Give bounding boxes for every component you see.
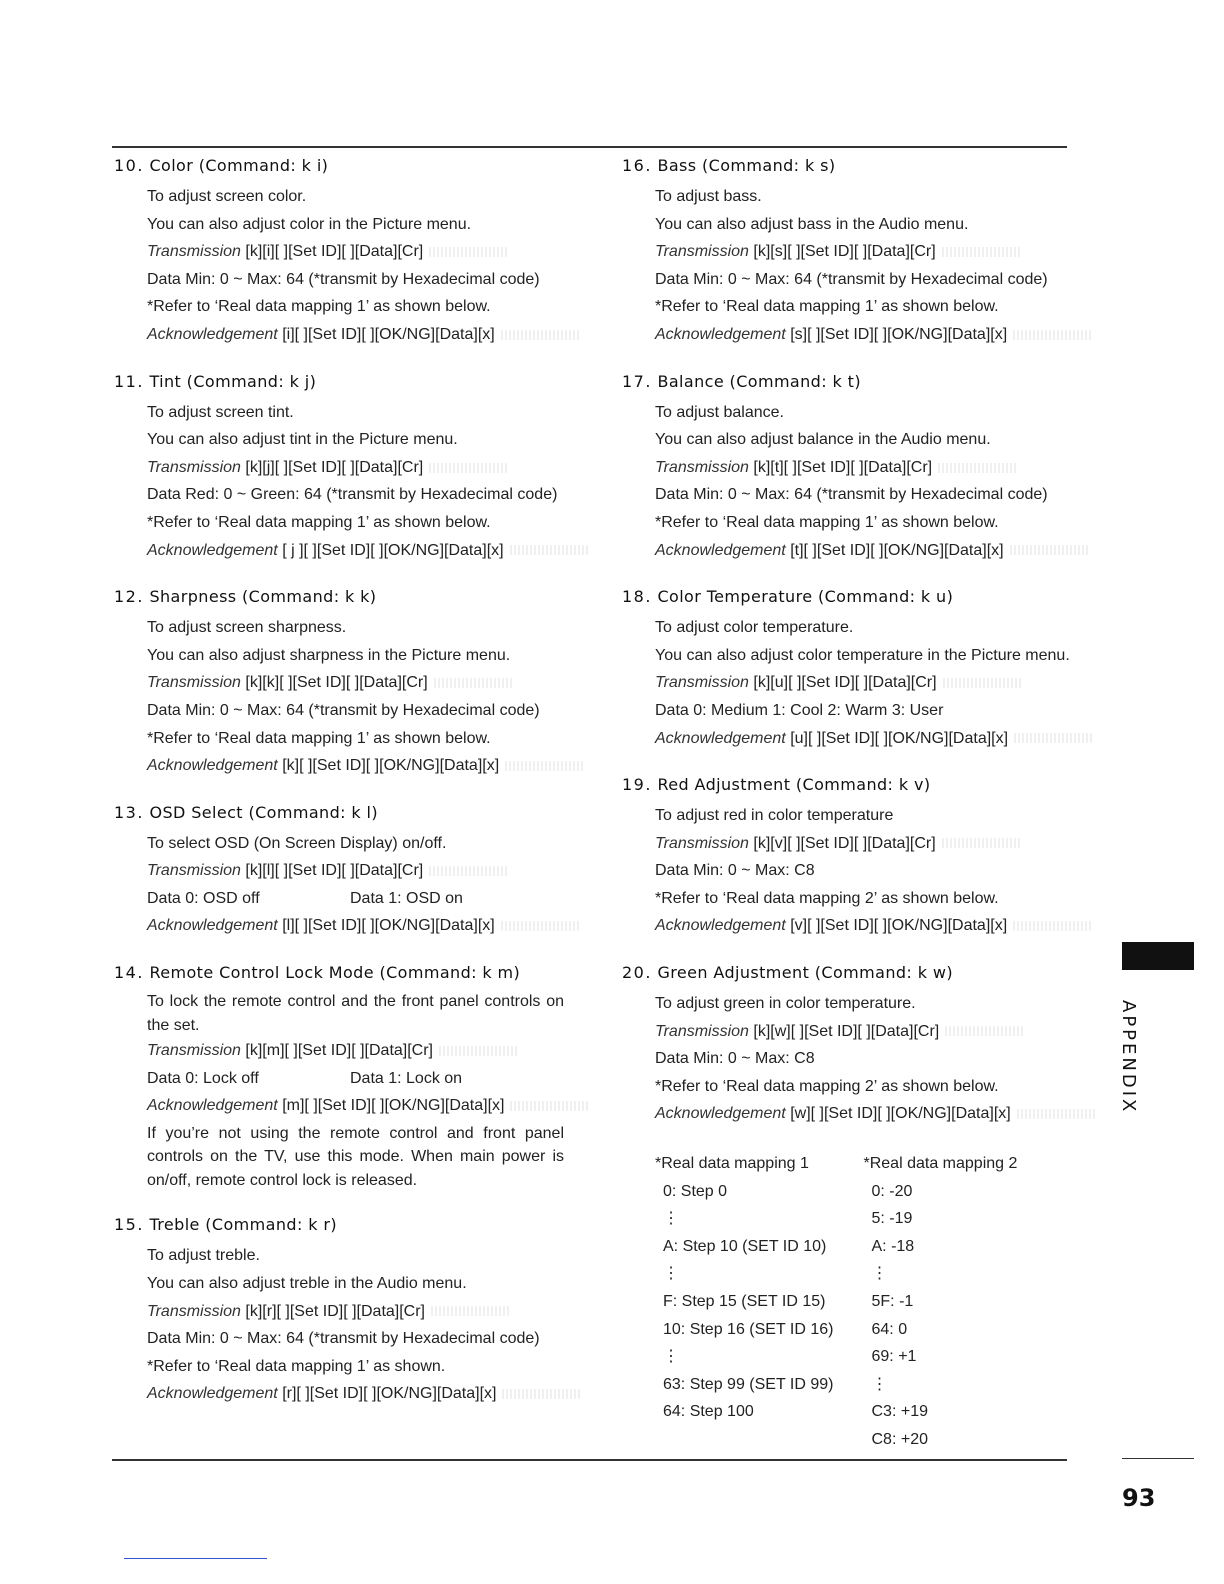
section-heading	[114, 802, 564, 824]
data-range-line: Data Min: 0 ~ Max: 64 (*transmit by Hexadecimal code)	[655, 270, 1048, 288]
acknowledgement-code: [l][ ][Set ID][ ][OK/NG][Data][x]	[282, 917, 495, 935]
description-line: You can also adjust treble in the Audio menu.	[147, 1274, 467, 1292]
section-heading	[622, 586, 1072, 608]
mapping-1-row: A: Step 10 (SET ID 10)	[663, 1237, 827, 1255]
acknowledgement-code: [s][ ][Set ID][ ][OK/NG][Data][x]	[790, 325, 1008, 343]
right-column	[622, 155, 1072, 1454]
description-line: To adjust balance.	[655, 403, 784, 421]
usage-note: If you’re not using the remote control and front panel controls on the TV, use this mode. When main power is on/off, remote control lock is released.	[147, 1124, 564, 1189]
right-sections	[622, 155, 1072, 1128]
section-body	[622, 614, 1072, 752]
acknowledgement-line	[655, 912, 1072, 940]
mapping-1-row: 63: Step 99 (SET ID 99)	[663, 1375, 834, 1393]
section-heading	[622, 371, 1072, 393]
command-section	[622, 774, 1072, 940]
mapping-1-row: ⋮	[663, 1265, 679, 1283]
transmission-code: [k][l][ ][Set ID][ ][Data][Cr]	[245, 862, 424, 880]
mapping-2-row: ⋮	[871, 1265, 888, 1283]
description-line: To adjust treble.	[147, 1247, 260, 1265]
section-title: Bass (Command: k s)	[657, 156, 836, 175]
data-range-line: Data Red: 0 ~ Green: 64 (*transmit by Hexadecimal code)	[147, 486, 558, 504]
transmission-line	[147, 857, 564, 885]
footer-link-underline	[124, 1558, 267, 1559]
faint-dotted-trail	[501, 921, 581, 931]
data-range-line: *Refer to ‘Real data mapping 2’ as shown below.	[655, 1077, 999, 1095]
data-range-line: Data Min: 0 ~ Max: C8	[655, 862, 815, 880]
description-line: To lock the remote control and the front panel controls on the set.	[147, 993, 564, 1034]
section-number: 20.	[622, 963, 652, 983]
section-number: 12.	[114, 587, 144, 607]
transmission-line	[147, 454, 564, 482]
transmission-code: [k][v][ ][Set ID][ ][Data][Cr]	[753, 834, 936, 852]
description-line: To adjust green in color temperature.	[655, 995, 916, 1013]
data-range-line: *Refer to ‘Real data mapping 1’ as shown.	[147, 1357, 446, 1375]
mapping-1-row: ⋮	[663, 1348, 679, 1366]
mapping-2-row: C8: +20	[871, 1430, 928, 1448]
section-heading	[114, 155, 564, 177]
command-section	[114, 802, 564, 940]
section-heading	[114, 962, 564, 984]
acknowledgement-keyword: Acknowledgement	[147, 917, 278, 935]
acknowledgement-keyword: Acknowledgement	[655, 729, 786, 747]
command-section	[114, 371, 564, 565]
transmission-keyword: Transmission	[655, 243, 749, 261]
data-range-line: Data Min: 0 ~ Max: 64 (*transmit by Hexadecimal code)	[147, 701, 540, 719]
data-range-line: *Refer to ‘Real data mapping 1’ as shown below.	[655, 513, 999, 531]
faint-dotted-trail	[429, 866, 509, 876]
transmission-keyword: Transmission	[147, 674, 241, 692]
faint-dotted-trail	[429, 463, 509, 473]
section-body	[114, 1242, 564, 1408]
faint-dotted-trail	[942, 247, 1022, 257]
acknowledgement-keyword: Acknowledgement	[147, 541, 278, 559]
transmission-code: [k][r][ ][Set ID][ ][Data][Cr]	[245, 1302, 425, 1320]
acknowledgement-line	[655, 321, 1072, 349]
acknowledgement-line	[147, 912, 564, 940]
description-line: You can also adjust balance in the Audio menu.	[655, 431, 991, 449]
section-body	[622, 399, 1072, 565]
transmission-code: [k][s][ ][Set ID][ ][Data][Cr]	[753, 243, 936, 261]
faint-dotted-trail	[510, 1101, 590, 1111]
top-rule	[112, 146, 1067, 148]
mapping-2-row: 0: -20	[871, 1182, 913, 1200]
data-range-line: Data Min: 0 ~ Max: 64 (*transmit by Hexadecimal code)	[655, 486, 1048, 504]
acknowledgement-code: [v][ ][Set ID][ ][OK/NG][Data][x]	[790, 917, 1008, 935]
section-title: Tint (Command: k j)	[149, 371, 317, 391]
section-number: 19.	[622, 775, 652, 795]
section-body	[622, 802, 1072, 940]
data-range-line: Data 0: Medium 1: Cool 2: Warm 3: User	[655, 701, 944, 719]
transmission-code: [k][m][ ][Set ID][ ][Data][Cr]	[245, 1042, 433, 1060]
mapping-1-row: ⋮	[663, 1210, 679, 1228]
acknowledgement-keyword: Acknowledgement	[147, 1097, 278, 1115]
acknowledgement-keyword: Acknowledgement	[655, 917, 786, 935]
section-heading	[114, 1214, 564, 1236]
acknowledgement-keyword: Acknowledgement	[655, 325, 786, 343]
acknowledgement-line	[655, 725, 1072, 753]
description-line: To select OSD (On Screen Display) on/off.	[147, 834, 447, 852]
section-title: Red Adjustment (Command: k v)	[657, 775, 931, 795]
page-number-rule	[1122, 1458, 1194, 1459]
description-line: You can also adjust tint in the Picture menu.	[147, 431, 458, 449]
mapping-1-row: F: Step 15 (SET ID 15)	[663, 1293, 826, 1310]
data-value-0: Data 0: Lock off	[147, 1069, 259, 1087]
acknowledgement-line	[147, 752, 564, 780]
section-heading	[114, 371, 564, 393]
section-number: 11.	[114, 371, 144, 391]
section-number: 14.	[114, 963, 144, 983]
faint-dotted-trail	[1017, 1109, 1097, 1119]
data-range-line: *Refer to ‘Real data mapping 1’ as shown below.	[147, 298, 491, 316]
faint-dotted-trail	[1013, 921, 1093, 931]
section-body	[114, 399, 564, 565]
transmission-line	[655, 238, 1072, 266]
transmission-keyword: Transmission	[147, 243, 241, 261]
faint-dotted-trail	[505, 761, 585, 771]
command-section	[622, 586, 1072, 752]
transmission-keyword: Transmission	[147, 458, 241, 476]
faint-dotted-trail	[942, 838, 1022, 848]
acknowledgement-keyword: Acknowledgement	[655, 541, 786, 559]
acknowledgement-code: [r][ ][Set ID][ ][OK/NG][Data][x]	[282, 1385, 497, 1403]
faint-dotted-trail	[510, 545, 590, 555]
mapping-2-title: *Real data mapping 2	[863, 1155, 1018, 1173]
section-body	[622, 990, 1072, 1128]
transmission-keyword: Transmission	[655, 458, 749, 476]
acknowledgement-line	[655, 1100, 1072, 1128]
faint-dotted-trail	[938, 463, 1018, 473]
transmission-line	[147, 669, 564, 697]
section-number: 18.	[622, 587, 652, 607]
command-section	[114, 586, 564, 780]
transmission-line	[655, 669, 1072, 697]
description-line: To adjust color temperature.	[655, 619, 854, 637]
transmission-keyword: Transmission	[655, 674, 749, 692]
section-title: Sharpness (Command: k k)	[149, 587, 377, 607]
command-section	[114, 155, 564, 349]
description-line: To adjust screen color.	[147, 188, 307, 205]
section-body	[114, 614, 564, 780]
appendix-side-label: APPENDIX	[1118, 1000, 1139, 1115]
data-range-line: *Refer to ‘Real data mapping 2’ as shown below.	[655, 889, 999, 907]
acknowledgement-line	[147, 1092, 564, 1120]
description-line: You can also adjust sharpness in the Picture menu.	[147, 646, 511, 664]
data-value-1: Data 1: OSD on	[350, 889, 463, 907]
transmission-keyword: Transmission	[147, 1042, 241, 1060]
transmission-code: [k][i][ ][Set ID][ ][Data][Cr]	[245, 243, 424, 261]
transmission-keyword: Transmission	[147, 862, 241, 880]
transmission-keyword: Transmission	[655, 1022, 749, 1040]
transmission-line	[655, 830, 1072, 858]
acknowledgement-code: [i][ ][Set ID][ ][OK/NG][Data][x]	[282, 325, 495, 343]
mapping-2-row: 5: -19	[871, 1210, 913, 1228]
transmission-line	[147, 238, 564, 266]
mapping-1-title: *Real data mapping 1	[655, 1155, 809, 1173]
mapping-2-row: 5F: -1	[871, 1293, 914, 1310]
data-mapping-tables	[622, 1150, 1072, 1454]
description-line: To adjust screen sharpness.	[147, 619, 347, 637]
mapping-1	[655, 1150, 864, 1454]
mapping-2-row: 69: +1	[871, 1348, 917, 1366]
transmission-code: [k][u][ ][Set ID][ ][Data][Cr]	[753, 674, 937, 692]
description-line: To adjust bass.	[655, 188, 762, 205]
acknowledgement-code: [u][ ][Set ID][ ][OK/NG][Data][x]	[790, 729, 1009, 747]
acknowledgement-code: [k][ ][Set ID][ ][OK/NG][Data][x]	[282, 757, 500, 775]
mapping-1-row: 0: Step 0	[663, 1182, 728, 1200]
section-number: 13.	[114, 802, 144, 822]
mapping-2-row: C3: +19	[871, 1403, 928, 1421]
command-section	[622, 962, 1072, 1128]
left-column	[114, 155, 564, 1430]
acknowledgement-line	[147, 1380, 564, 1408]
acknowledgement-line	[147, 537, 564, 565]
section-heading	[622, 155, 1072, 177]
acknowledgement-code: [t][ ][Set ID][ ][OK/NG][Data][x]	[790, 541, 1004, 559]
faint-dotted-trail	[943, 678, 1023, 688]
data-range-line: *Refer to ‘Real data mapping 1’ as shown below.	[147, 729, 491, 747]
description-line: You can also adjust color temperature in the Picture menu.	[655, 646, 1070, 664]
data-value-0: Data 0: OSD off	[147, 889, 260, 907]
mapping-1-row: 64: Step 100	[663, 1403, 754, 1421]
faint-dotted-trail	[434, 678, 514, 688]
mapping-1-row: 10: Step 16 (SET ID 16)	[663, 1320, 834, 1338]
mapping-2	[864, 1150, 1073, 1454]
section-number: 15.	[114, 1215, 144, 1235]
description-line: To adjust screen tint.	[147, 403, 294, 421]
section-title: OSD Select (Command: k l)	[149, 802, 379, 822]
transmission-code: [k][k][ ][Set ID][ ][Data][Cr]	[245, 674, 428, 692]
transmission-line	[655, 1018, 1072, 1046]
faint-dotted-trail	[439, 1046, 519, 1056]
mapping-2-row: ⋮	[871, 1375, 888, 1393]
faint-dotted-trail	[1014, 733, 1094, 743]
faint-dotted-trail	[429, 247, 509, 257]
description-line: You can also adjust color in the Picture menu.	[147, 215, 472, 233]
acknowledgement-keyword: Acknowledgement	[147, 1385, 278, 1403]
bottom-rule	[112, 1459, 1067, 1461]
mapping-2-row: 64: 0	[871, 1320, 908, 1338]
acknowledgement-keyword: Acknowledgement	[147, 325, 278, 343]
acknowledgement-line	[147, 321, 564, 349]
data-range-line: *Refer to ‘Real data mapping 1’ as shown below.	[655, 298, 999, 316]
faint-dotted-trail	[1010, 545, 1090, 555]
command-section	[114, 962, 564, 1192]
transmission-code: [k][j][ ][Set ID][ ][Data][Cr]	[245, 458, 424, 476]
section-title: Balance (Command: k t)	[657, 371, 861, 391]
data-range-line: *Refer to ‘Real data mapping 1’ as shown below.	[147, 513, 491, 531]
faint-dotted-trail	[501, 330, 581, 340]
section-title: Remote Control Lock Mode (Command: k m)	[149, 963, 521, 983]
page-number: 93	[1122, 1484, 1156, 1512]
data-range-line: Data Min: 0 ~ Max: C8	[655, 1050, 815, 1068]
command-section	[114, 1214, 564, 1408]
appendix-tab-marker	[1122, 942, 1194, 970]
command-section	[622, 371, 1072, 565]
acknowledgement-keyword: Acknowledgement	[147, 757, 278, 775]
data-values-pair	[147, 885, 564, 913]
section-body	[114, 183, 564, 349]
acknowledgement-code: [w][ ][Set ID][ ][OK/NG][Data][x]	[790, 1105, 1011, 1123]
acknowledgement-line	[655, 537, 1072, 565]
section-title: Treble (Command: k r)	[149, 1215, 338, 1235]
mapping-2-row: A: -18	[871, 1237, 915, 1255]
section-body	[622, 183, 1072, 349]
transmission-line	[147, 1298, 564, 1326]
faint-dotted-trail	[502, 1389, 582, 1399]
description-line: You can also adjust bass in the Audio menu.	[655, 215, 969, 233]
section-number: 10.	[114, 156, 144, 175]
data-value-1: Data 1: Lock on	[350, 1069, 463, 1087]
transmission-line	[655, 454, 1072, 482]
section-heading	[622, 774, 1072, 796]
section-body	[114, 830, 564, 940]
data-range-line: Data Min: 0 ~ Max: 64 (*transmit by Hexadecimal code)	[147, 1330, 540, 1348]
faint-dotted-trail	[945, 1026, 1025, 1036]
transmission-keyword: Transmission	[655, 834, 749, 852]
transmission-code: [k][t][ ][Set ID][ ][Data][Cr]	[753, 458, 933, 476]
transmission-line	[147, 1037, 564, 1065]
section-number: 17.	[622, 371, 652, 391]
section-title: Color (Command: k i)	[149, 156, 329, 175]
transmission-code: [k][w][ ][Set ID][ ][Data][Cr]	[753, 1022, 940, 1040]
section-title: Color Temperature (Command: k u)	[657, 587, 954, 607]
section-heading	[114, 586, 564, 608]
transmission-keyword: Transmission	[147, 1302, 241, 1320]
section-heading	[622, 962, 1072, 984]
description-line: To adjust red in color temperature	[655, 807, 894, 825]
section-number: 16.	[622, 156, 652, 175]
faint-dotted-trail	[431, 1306, 511, 1316]
data-range-line: Data Min: 0 ~ Max: 64 (*transmit by Hexadecimal code)	[147, 270, 540, 288]
section-title: Green Adjustment (Command: k w)	[657, 963, 953, 983]
command-section	[622, 155, 1072, 349]
section-body	[114, 990, 564, 1192]
acknowledgement-code: [m][ ][Set ID][ ][OK/NG][Data][x]	[282, 1097, 505, 1115]
data-values-pair	[147, 1065, 564, 1093]
acknowledgement-keyword: Acknowledgement	[655, 1105, 786, 1123]
faint-dotted-trail	[1013, 330, 1093, 340]
acknowledgement-code: [ j ][ ][Set ID][ ][OK/NG][Data][x]	[282, 541, 504, 559]
